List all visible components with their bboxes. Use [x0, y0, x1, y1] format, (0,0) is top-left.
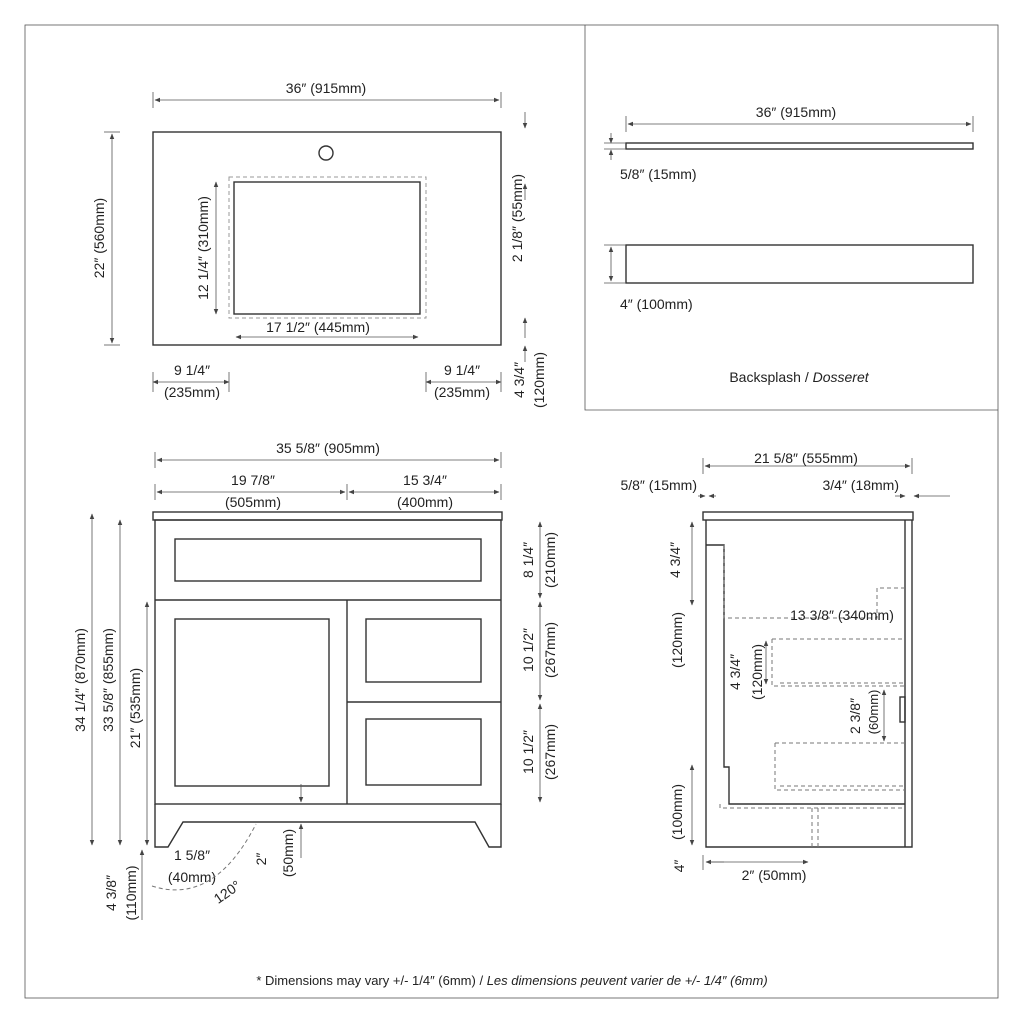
backsplash-height-label: 4″ (100mm) — [620, 296, 693, 312]
drawer-gap-in: 2 3/8″ — [847, 697, 863, 735]
toe-kick-in: 4 3/8″ — [103, 874, 119, 912]
cabinet-body — [155, 520, 501, 804]
drawer-2-height-in: 10 1/2″ — [520, 628, 536, 672]
backsplash-front — [626, 245, 973, 283]
right-offset-mm-label: (235mm) — [433, 384, 491, 400]
right-section-mm-label: (400mm) — [396, 494, 454, 510]
side-countertop — [703, 512, 913, 520]
cabinet-height-label: 33 5/8″ (855mm) — [100, 628, 116, 732]
drawer-3-front — [366, 719, 481, 785]
faucet-offset-label: 2 1/8″ (55mm) — [509, 173, 525, 263]
left-section-in-label: 19 7/8″ — [231, 472, 275, 488]
drawer-handle — [900, 697, 905, 722]
basin-height-label: 12 1/4″ (310mm) — [195, 196, 211, 300]
vanity-countertop — [153, 512, 502, 520]
door-panel — [175, 619, 329, 786]
front-view — [72, 440, 558, 920]
footnote: * Dimensions may vary +/- 1/4″ (6mm) / Les dimensions peuvent varier de +/- 1/4″ (6mm) — [256, 973, 768, 988]
backsplash-view — [604, 104, 973, 385]
backsplash-thickness-label: 5/8″ (15mm) — [620, 166, 697, 182]
toe-width-mm: (40mm) — [167, 869, 217, 885]
right-section-in-label: 15 3/4″ — [403, 472, 447, 488]
side-top-section-in: 4 3/4″ — [667, 541, 683, 579]
side-depth-label: 21 5/8″ (555mm) — [754, 450, 858, 466]
front-offset-in-label: 4 3/4″ — [511, 361, 527, 399]
toe-height-mm: (50mm) — [280, 828, 296, 878]
faucet-hole — [319, 146, 333, 160]
side-view — [620, 450, 950, 883]
front-width-label: 35 5/8″ (905mm) — [276, 440, 380, 456]
left-section-mm-label: (505mm) — [224, 494, 282, 510]
panel-thickness-label: 3/4″ (18mm) — [822, 477, 899, 493]
drawer-2-height-mm: (267mm) — [542, 621, 558, 679]
backsplash-width-label: 36″ (915mm) — [755, 104, 837, 120]
drawer-gap-mm: (60mm) — [866, 689, 881, 735]
side-top-section-mm: (120mm) — [669, 611, 685, 669]
basin-outline — [234, 182, 420, 314]
left-offset-mm-label: (235mm) — [163, 384, 221, 400]
toe-width-in: 1 5/8″ — [173, 847, 211, 863]
drawer-3-height-mm: (267mm) — [542, 723, 558, 781]
basin-width-label: 17 1/2″ (445mm) — [266, 319, 370, 335]
toe-kick-mm: (110mm) — [123, 865, 139, 921]
drawer-3-height-in: 10 1/2″ — [520, 730, 536, 774]
toe-depth-label: 2″ (50mm) — [741, 867, 807, 883]
top-drawer-height-in: 8 1/4″ — [520, 541, 536, 579]
top-drawer-front — [175, 539, 481, 581]
backsplash-caption: Backsplash / Dosseret — [729, 369, 869, 385]
top-view — [91, 80, 547, 408]
top-width-label: 36″ (915mm) — [285, 80, 367, 96]
left-offset-in-label: 9 1/4″ — [173, 362, 211, 378]
right-offset-in-label: 9 1/4″ — [443, 362, 481, 378]
base-height-in: 4″ — [671, 859, 687, 873]
door-height-label: 21″ (535mm) — [127, 667, 143, 749]
drawer-height-in: 4 3/4″ — [727, 653, 743, 691]
front-offset-mm-label: (120mm) — [531, 351, 547, 409]
top-overhang-label: 5/8″ (15mm) — [620, 477, 697, 493]
total-height-label: 34 1/4″ (870mm) — [72, 628, 88, 732]
drawer-2-front — [366, 619, 481, 682]
toe-height-in: 2″ — [253, 852, 269, 866]
top-depth-label: 22″ (560mm) — [91, 197, 107, 279]
backsplash-top-edge — [626, 143, 973, 149]
toe-kick-base — [155, 804, 501, 847]
base-height-mm: (100mm) — [669, 783, 685, 841]
angle-label: 120° — [210, 877, 244, 907]
backsplash-frame — [585, 25, 998, 410]
drawer-1-dashed — [772, 639, 905, 686]
top-drawer-height-mm: (210mm) — [542, 531, 558, 589]
drawer-2-dashed — [775, 743, 905, 790]
basin-cutout-outline — [229, 177, 426, 318]
drawer-depth-label: 13 3/8″ (340mm) — [790, 607, 894, 623]
drawer-height-mm: (120mm) — [749, 643, 765, 701]
